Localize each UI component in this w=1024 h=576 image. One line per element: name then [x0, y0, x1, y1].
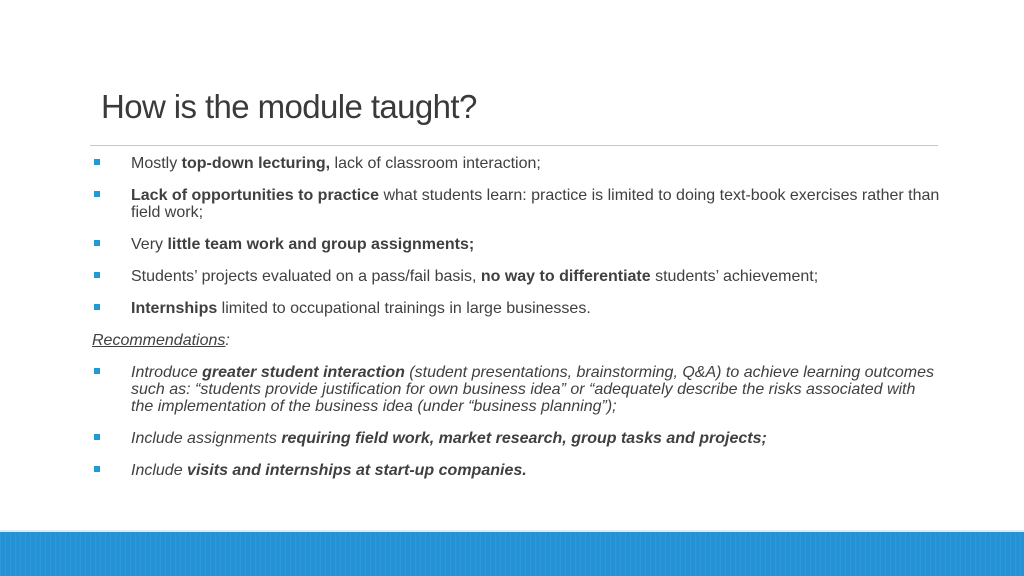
recommendation-bold-text: greater student interaction	[202, 364, 405, 381]
square-bullet-icon	[94, 272, 100, 278]
recommendation-item	[92, 430, 942, 447]
square-bullet-icon	[94, 240, 100, 246]
bullet-text: Students’ projects evaluated on a pass/fail basis,	[131, 268, 481, 285]
slide-title: How is the module taught?	[101, 88, 477, 125]
bullet-item	[92, 268, 942, 285]
bullet-item	[92, 155, 942, 172]
bullet-text: Mostly	[131, 155, 182, 172]
recommendation-text: (student presentations, brainstorming, Q&A) to achieve learning outcomes such as: “students provide justification for own business idea” or “adequately describe the risks associated with the implementation of the business idea (under “business planning”);	[131, 364, 935, 415]
bullet-text: lack of classroom interaction;	[330, 155, 541, 172]
bullet-bold-text: little team work and group assignments;	[167, 236, 475, 253]
recommendation-bold-text: requiring field work, market research, group tasks and projects;	[281, 430, 767, 447]
recommendation-text: Include	[131, 462, 188, 479]
bullet-bold-text: no way to differentiate	[480, 268, 651, 285]
recommendations-colon: :	[225, 332, 230, 349]
bullet-text: Very	[131, 236, 168, 253]
recommendations-label: Recommendations	[92, 332, 226, 349]
bullet-item	[92, 300, 942, 317]
recommendations-heading	[92, 332, 942, 349]
bullet-text: what students learn: practice is limited to doing text-book exercises rather than field work;	[131, 187, 940, 221]
square-bullet-icon	[94, 368, 100, 374]
bullet-bold-text: top-down lecturing,	[181, 155, 331, 172]
bullet-bold-text: Internships	[131, 300, 218, 317]
recommendation-item	[92, 462, 942, 479]
slide-content	[92, 155, 942, 494]
bullet-item	[92, 236, 942, 253]
footer-texture	[0, 532, 1024, 576]
title-divider	[90, 145, 938, 146]
bullet-text: students’ achievement;	[650, 268, 819, 285]
footer-bar	[0, 532, 1024, 576]
square-bullet-icon	[94, 191, 100, 197]
recommendation-text: Include assignments	[131, 430, 282, 447]
recommendation-item	[92, 364, 942, 415]
square-bullet-icon	[94, 159, 100, 165]
bullet-item	[92, 187, 942, 221]
bullet-bold-text: Lack of opportunities to practice	[131, 187, 380, 204]
recommendation-text: Introduce	[131, 364, 203, 381]
square-bullet-icon	[94, 466, 100, 472]
recommendation-bold-text: visits and internships at start-up companies.	[187, 462, 527, 479]
square-bullet-icon	[94, 434, 100, 440]
bullet-text: limited to occupational trainings in large businesses.	[217, 300, 591, 317]
square-bullet-icon	[94, 304, 100, 310]
